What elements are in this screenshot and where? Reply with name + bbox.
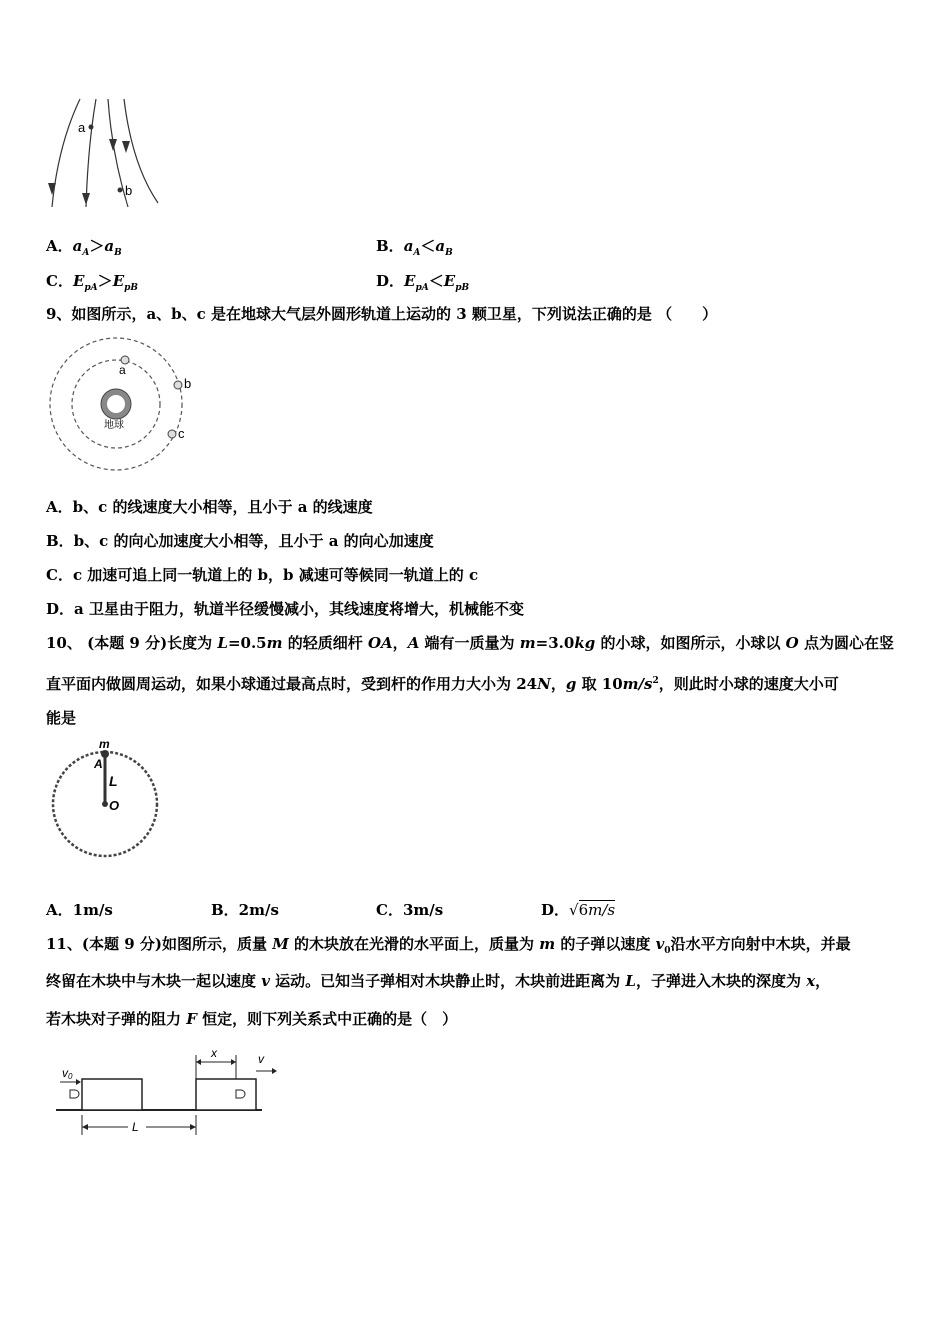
text: 的子弹以速度 xyxy=(555,935,656,953)
q11-stem-line-2 xyxy=(46,971,830,991)
label-A: A xyxy=(94,757,103,771)
q8-option-d[interactable] xyxy=(376,271,469,298)
subscript: pA xyxy=(415,283,429,293)
symbol: F xyxy=(186,1010,197,1028)
symbol: A xyxy=(407,634,420,652)
symbol: E xyxy=(443,272,456,290)
subscript: B xyxy=(445,248,453,258)
text: =3.0 xyxy=(535,634,575,652)
q10-stem-line-2 xyxy=(46,671,839,694)
unit: m/s xyxy=(588,901,616,919)
symbol: a xyxy=(72,237,83,255)
text: 点为圆心在竖 xyxy=(798,634,894,652)
option-letter: C． xyxy=(46,272,73,290)
q11-stem-line-3 xyxy=(46,1009,457,1029)
text: 的小球，如图所示，小球以 xyxy=(595,634,786,652)
text: 沿水平方向射中木块，并最 xyxy=(670,935,851,953)
bullet-final xyxy=(236,1090,245,1098)
symbol: OA xyxy=(367,634,393,652)
label-m: m xyxy=(99,737,110,751)
operator: ＜ xyxy=(428,272,444,290)
unit: m xyxy=(266,634,283,652)
text: 取 10 xyxy=(576,675,623,693)
field-lines-figure xyxy=(40,95,170,225)
q9-stem: 9、如图所示，a、b、c 是在地球大气层外圆形轨道上运动的 3 颗卫星，下列说法正确的是 （ ） xyxy=(46,305,718,323)
label-v0: v0 xyxy=(62,1066,73,1081)
label-a: a xyxy=(119,363,126,377)
text: 10、 (本题 9 分)长度为 xyxy=(46,634,218,652)
operator: ＜ xyxy=(420,237,436,255)
block-final xyxy=(196,1079,256,1110)
text: =0.5 xyxy=(227,634,267,652)
q10-stem-line-3: 能是 xyxy=(46,709,77,727)
q8-option-a[interactable] xyxy=(46,236,122,263)
text: ，则此时小球的速度大小可 xyxy=(658,675,839,693)
symbol: a xyxy=(403,237,414,255)
operator: ＞ xyxy=(89,237,105,255)
symbol: a xyxy=(435,237,446,255)
q9-option-c[interactable]: C．c 加速可追上同一轨道上的 b，b 减速可等候同一轨道上的 c xyxy=(46,566,479,584)
label-b: b xyxy=(184,376,192,391)
q9-option-b[interactable]: B．b、c 的向心加速度大小相等，且小于 a 的向心加速度 xyxy=(46,532,434,550)
symbol: m xyxy=(539,935,556,953)
q8-option-c[interactable] xyxy=(46,271,138,298)
bullet-initial xyxy=(70,1090,79,1098)
earth-label: 地球 xyxy=(104,420,124,431)
text: 的轻质细杆 xyxy=(282,634,368,652)
text: 的木块放在光滑的水平面上，质量为 xyxy=(288,935,540,953)
arrowhead-3 xyxy=(109,139,117,151)
subscript: A xyxy=(413,248,421,258)
field-line-1 xyxy=(52,99,80,207)
option-letter: D． xyxy=(541,901,570,919)
satellite-c xyxy=(168,430,176,438)
option-letter: B． xyxy=(376,237,404,255)
q11-stem-line-1 xyxy=(46,934,851,961)
q10-stem-line-1 xyxy=(46,633,894,653)
subscript: 0 xyxy=(664,946,671,956)
point-b xyxy=(118,188,123,193)
label-v: v xyxy=(258,1052,264,1066)
symbol: M xyxy=(272,935,289,953)
option-letter: A． xyxy=(46,237,73,255)
rod-circle-figure xyxy=(46,738,166,868)
label-L: L xyxy=(109,773,118,789)
subscript: pB xyxy=(124,283,139,293)
symbol: E xyxy=(72,272,85,290)
symbol: g xyxy=(565,675,577,693)
subscript: A xyxy=(82,248,90,258)
point-a xyxy=(89,125,94,130)
q10-option-c[interactable]: C．3m/s xyxy=(376,901,444,919)
text: ， xyxy=(550,675,566,693)
superscript: 2 xyxy=(652,676,659,686)
q8-option-b[interactable] xyxy=(376,236,453,263)
bullet-block-figure xyxy=(52,1045,292,1145)
q10-option-b[interactable]: B．2m/s xyxy=(211,901,279,919)
subscript: B xyxy=(114,248,122,258)
text: ， xyxy=(815,972,831,990)
symbol: v xyxy=(655,935,665,953)
option-letter: D． xyxy=(376,272,405,290)
symbol: x xyxy=(806,972,816,990)
text: 直平面内做圆周运动，如果小球通过最高点时，受到杆的作用力大小为 24 xyxy=(46,675,538,693)
symbol: v xyxy=(261,972,270,990)
symbol: E xyxy=(112,272,125,290)
satellite-orbits-figure xyxy=(46,336,196,476)
arrowhead-1 xyxy=(48,183,56,195)
text: 终留在木块中与木块一起以速度 xyxy=(46,972,262,990)
text: 运动。已知当子弹相对木块静止时，木块前进距离为 xyxy=(269,972,626,990)
unit: m/s xyxy=(622,675,653,693)
satellite-b xyxy=(174,381,182,389)
symbol: E xyxy=(404,272,416,290)
label-x: x xyxy=(211,1046,217,1060)
unit: N xyxy=(537,675,551,693)
label-a: a xyxy=(78,120,86,135)
q9-option-a[interactable]: A．b、c 的线速度大小相等，且小于 a 的线速度 xyxy=(46,498,373,516)
symbol: a xyxy=(104,237,115,255)
text: 若木块对子弹的阻力 xyxy=(46,1010,187,1028)
field-line-2 xyxy=(86,99,96,207)
q10-option-a[interactable]: A．1m/s xyxy=(46,901,113,919)
symbol: L xyxy=(625,972,636,990)
symbol: m xyxy=(519,634,536,652)
text: ，子弹进入木块的深度为 xyxy=(635,972,807,990)
operator: ＞ xyxy=(97,272,113,290)
text: ， xyxy=(392,634,408,652)
arrowhead-4 xyxy=(122,141,130,153)
sqrt-sign: √ xyxy=(569,901,579,919)
symbol: L xyxy=(217,634,228,652)
label-L: L xyxy=(132,1120,139,1134)
text: 端有一质量为 xyxy=(419,634,520,652)
label-c: c xyxy=(178,426,185,441)
radicand: 6 xyxy=(578,901,589,919)
text: 恒定，则下列关系式中正确的是（ ） xyxy=(196,1010,458,1028)
block-initial xyxy=(82,1079,142,1110)
label-O: O xyxy=(109,798,120,813)
text: 11、(本题 9 分)如图所示，质量 xyxy=(46,935,273,953)
symbol: O xyxy=(785,634,799,652)
subscript: pB xyxy=(455,283,470,293)
unit: kg xyxy=(574,634,596,652)
label-b: b xyxy=(125,183,133,198)
q9-option-d[interactable]: D．a 卫星由于阻力，轨道半径缓慢减小，其线速度将增大，机械能不变 xyxy=(46,600,524,618)
arrowhead-2 xyxy=(82,193,90,205)
pivot-o xyxy=(102,801,108,807)
subscript: pA xyxy=(84,283,98,293)
q10-option-d[interactable] xyxy=(541,900,615,920)
